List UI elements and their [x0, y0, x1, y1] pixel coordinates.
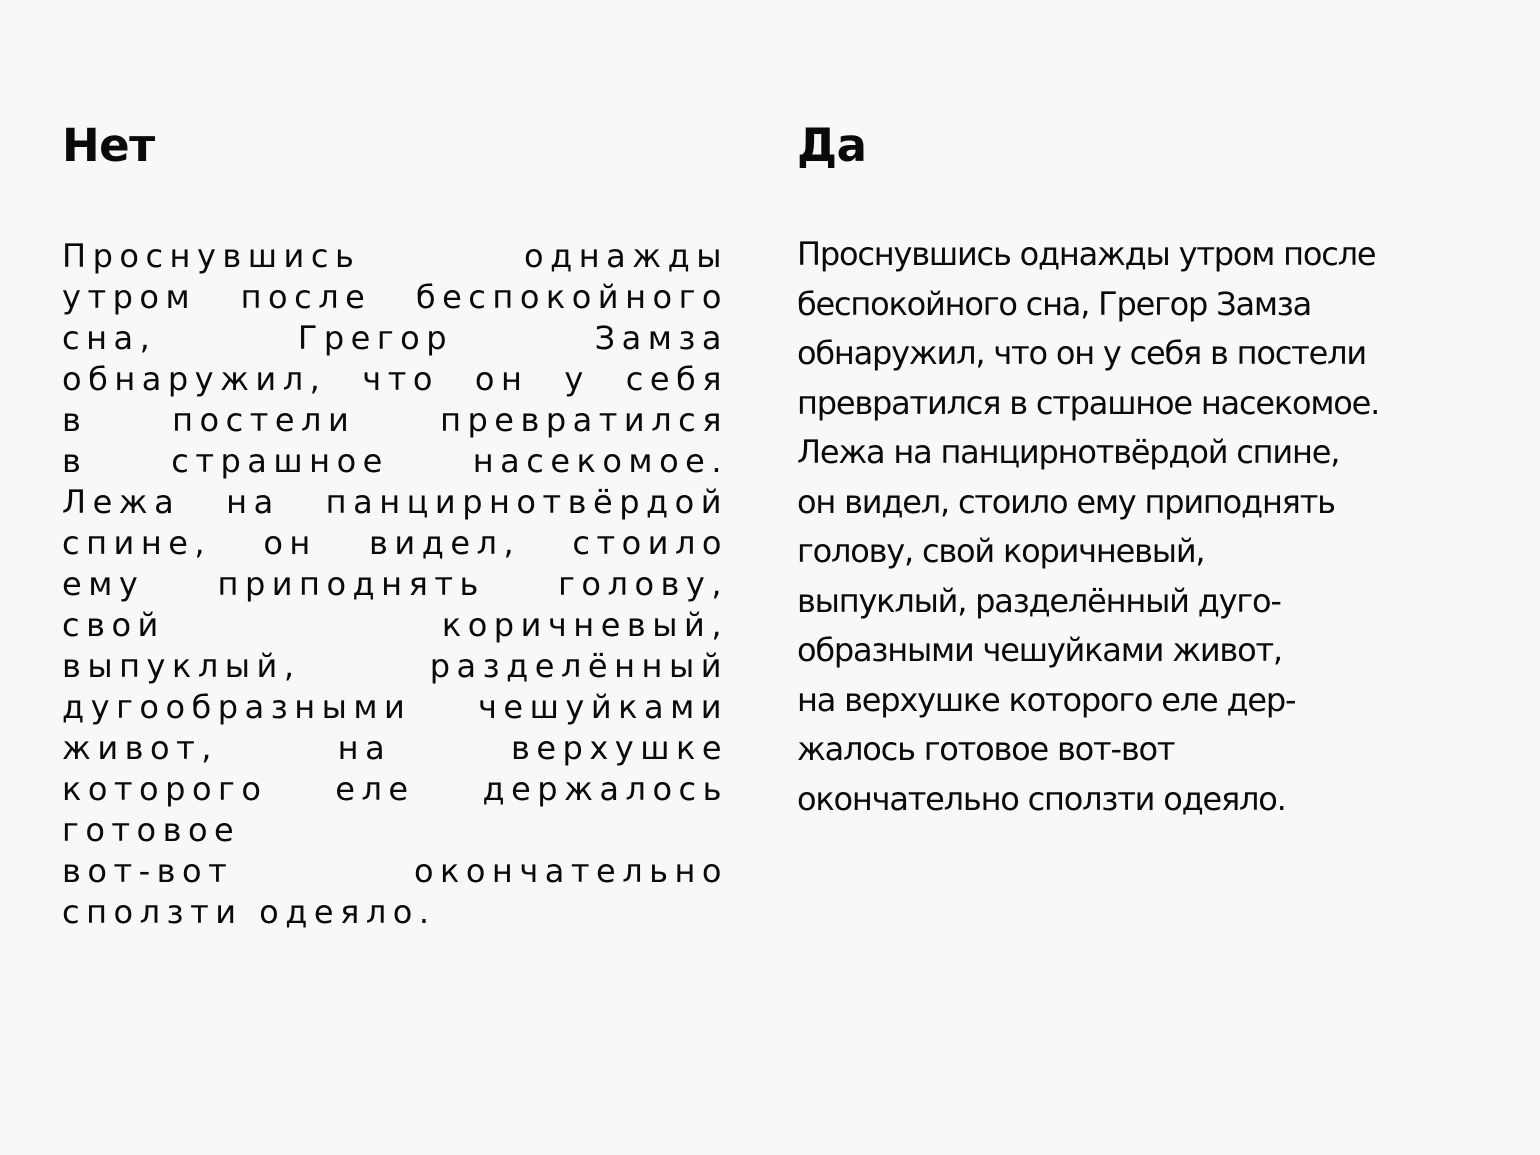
word: ему: [62, 565, 145, 603]
word: верхушке: [510, 729, 728, 767]
text-line: [62, 523, 728, 564]
text-line: жалось готовое вот-вот: [797, 730, 1175, 768]
text-line: [62, 687, 728, 728]
text-line: [62, 769, 728, 810]
text-line: [62, 277, 728, 318]
text-line: беспокойного сна, Грегор Замза: [797, 284, 1312, 323]
text-line: Лежа на панцирнотвёрдой спине,: [797, 433, 1340, 471]
word: постели: [172, 401, 356, 439]
text-line: на верхушке которого еле дер-: [797, 680, 1296, 719]
word: обнаружил,: [62, 360, 327, 398]
text-line: обнаружил, что он у себя в постели: [797, 334, 1366, 372]
word: голову,: [558, 565, 728, 603]
text-line: голову, свой коричневый,: [797, 532, 1205, 570]
text-line: [62, 605, 728, 646]
text-line: окончательно сползти одеяло.: [797, 779, 1286, 818]
word: панцирнотвёрдой: [325, 483, 728, 521]
word: он: [474, 360, 529, 398]
word: держалось: [482, 770, 728, 808]
text-line: сползти одеяло.: [62, 893, 436, 931]
word: чешуйками: [478, 688, 728, 726]
text-line: выпуклый, разделённый дуго-: [797, 581, 1281, 620]
word: страшное: [171, 442, 389, 480]
word: насекомое.: [472, 442, 728, 480]
text-line: [62, 728, 728, 769]
word: в: [62, 442, 88, 480]
word: сна,: [62, 319, 157, 357]
word: беспокойного: [415, 278, 728, 316]
word: стоило: [572, 524, 728, 562]
word: превратился: [440, 401, 728, 439]
word: Грегор: [297, 319, 454, 357]
word: утром: [62, 278, 197, 316]
text-line: [62, 318, 728, 359]
text-line: [62, 359, 728, 400]
text-line: [62, 851, 728, 892]
text-line: [62, 236, 728, 277]
text-line: превратился в страшное насекомое.: [797, 383, 1380, 422]
word: на: [337, 729, 392, 767]
text-line: [62, 482, 728, 523]
word: дугообразными: [62, 688, 412, 726]
text-line: он видел, стоило ему приподнять: [797, 482, 1335, 521]
word: спине,: [62, 524, 212, 562]
text-line: [62, 564, 728, 605]
heading-no: Нет: [62, 119, 155, 172]
paragraph-justified-spaced: [62, 236, 728, 933]
word: после: [240, 278, 372, 316]
word: свой: [62, 606, 165, 644]
word: еле: [335, 770, 415, 808]
word: в: [62, 401, 88, 439]
text-line: готовое: [62, 811, 241, 849]
word: на: [226, 483, 280, 521]
word: что: [362, 360, 439, 398]
word: живот,: [62, 729, 218, 767]
word: коричневый,: [441, 606, 728, 644]
text-line: [62, 646, 728, 687]
text-line: [62, 400, 728, 441]
word: Замза: [594, 319, 728, 357]
word: приподнять: [217, 565, 485, 603]
text-line: [62, 441, 728, 482]
word: выпуклый,: [62, 647, 301, 685]
word: окончательно: [413, 852, 728, 890]
word: себя: [625, 360, 728, 398]
word: видел,: [369, 524, 521, 562]
word: Лежа: [62, 483, 181, 521]
word: разделённый: [429, 647, 728, 685]
word: Проснувшись: [62, 237, 361, 275]
heading-yes: Да: [797, 119, 867, 172]
word: однажды: [524, 237, 728, 275]
word: вот-вот: [62, 852, 234, 890]
word: он: [263, 524, 317, 562]
word: которого: [62, 770, 268, 808]
text-line: образными чешуйками живот,: [797, 631, 1282, 669]
text-line: Проснувшись однажды утром после: [797, 235, 1376, 273]
word: у: [564, 360, 590, 398]
paragraph-ragged-right: [797, 230, 1477, 824]
